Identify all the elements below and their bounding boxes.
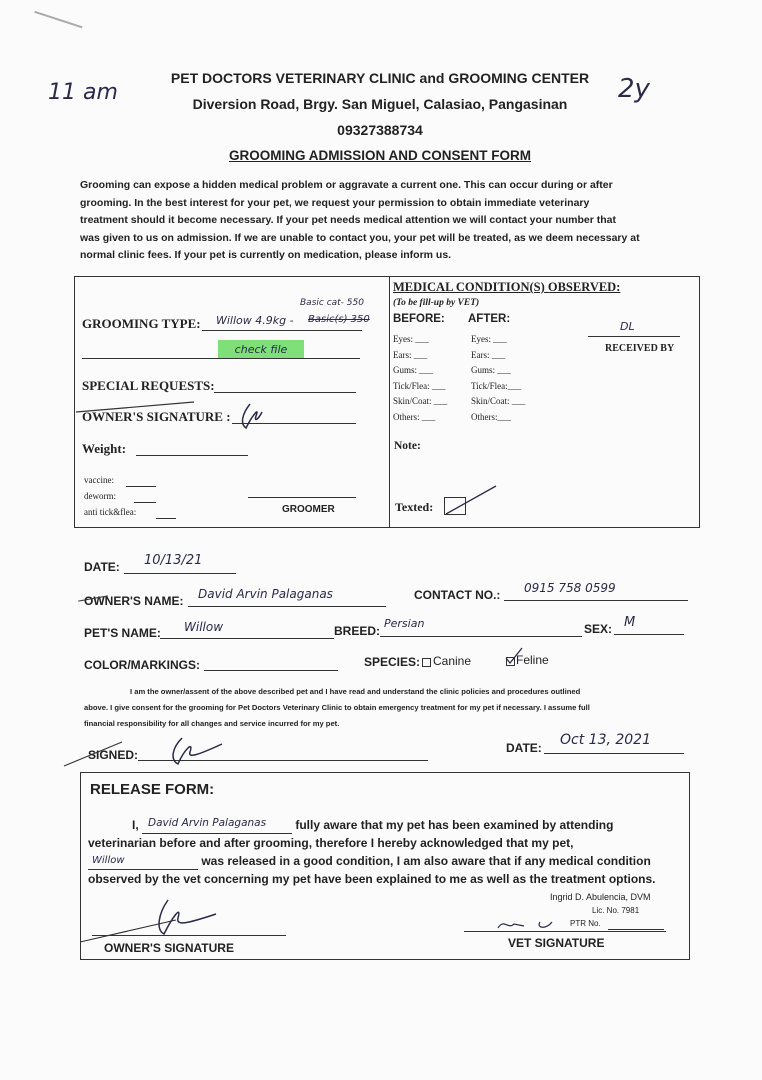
color-markings-line [204, 670, 338, 671]
before-item: Skin/Coat: ___ [393, 396, 448, 406]
vet-license-stamp: Lic. No. 7981 [592, 906, 640, 915]
staple-mark [28, 11, 83, 49]
weight-line [136, 455, 248, 456]
intro-line: normal clinic fees. If your pet is currently on medication, please inform us. [80, 249, 452, 261]
color-markings-label: COLOR/MARKINGS: [84, 658, 200, 672]
breed-label: BREED: [334, 624, 381, 638]
release-owner-signature-line [92, 935, 286, 936]
release-owner-signature-scribble [76, 890, 296, 946]
release-line-1-rest: fully aware that my pet has been examined by attending [295, 818, 614, 832]
date-label: DATE: [84, 560, 120, 574]
release-owner-name-line [142, 817, 292, 834]
anti-tick-label: anti tick&flea: [84, 507, 137, 517]
contact-line [504, 600, 688, 601]
vet-name-stamp: Ingrid D. Abulencia, DVM [550, 892, 651, 902]
grooming-type-struck: Basic(s) 350 [308, 314, 370, 325]
special-requests-label: SPECIAL REQUESTS: [82, 378, 215, 393]
intro-line: was given to us on admission. If we are unable to contact you, your pet will be treated, as we deem necessary at [80, 231, 640, 244]
special-requests-line [214, 392, 356, 393]
vet-ptr-line [608, 929, 664, 930]
after-list [471, 332, 525, 425]
sex-value: M [624, 615, 636, 630]
vet-signature-line [464, 931, 666, 932]
consent-line: above. I give consent for the grooming for Pet Doctors Veterinary Clinic to obtain emergency treatment for my pet if necessary. I assume full [84, 703, 590, 712]
medical-subtitle: (To be fill-up by VET) [393, 298, 480, 308]
grooming-type-line [202, 330, 362, 331]
after-item: Tick/Flea:___ [471, 380, 522, 391]
before-item: Eyes: ___ [393, 334, 429, 344]
release-i-label: I, [132, 818, 139, 832]
after-label: AFTER: [468, 313, 511, 325]
corner-note: 2y [618, 74, 650, 104]
date-value: 10/13/21 [144, 553, 203, 568]
consent-line: financial responsibility for all changes and service incurred for my pet. [84, 719, 340, 728]
weight-label: Weight: [82, 441, 127, 456]
vet-ptr-stamp: PTR No. [570, 919, 601, 928]
clinic-name: PET DOCTORS VETERINARY CLINIC and GROOMING CENTER [170, 70, 590, 86]
species-label: SPECIES: [364, 655, 421, 669]
pets-name-line [160, 638, 334, 639]
deworm-label: deworm: [84, 491, 116, 501]
time-note: 11 am [48, 80, 118, 105]
consent-line: I am the owner/assent of the above described pet and I have read and understand the clinic policies and procedures outlined [130, 687, 581, 696]
owners-name-label: OWNER'S NAME: [84, 594, 184, 608]
texted-label: Texted: [395, 500, 434, 514]
intro-line: Grooming can expose a hidden medical problem or aggravate a current one. This can occur during or after [80, 179, 613, 191]
vaccine-line [126, 486, 156, 487]
owners-name-line [188, 606, 386, 607]
owners-name-value: David Arvin Palaganas [198, 587, 333, 601]
vaccine-label: vaccine: [84, 475, 114, 485]
canine-label: Canine [433, 654, 472, 668]
sex-line [614, 634, 684, 635]
received-by-initials: DL [620, 320, 635, 333]
release-pet-name-line [88, 856, 198, 870]
release-paragraph [88, 816, 688, 888]
before-item: Tick/Flea: ___ [393, 380, 446, 391]
grooming-type-label: GROOMING TYPE: [82, 316, 201, 331]
release-owner-name: David Arvin Palaganas [148, 817, 267, 829]
signed-label: SIGNED: [88, 748, 139, 762]
clinic-address: Diversion Road, Brgy. San Miguel, Calasiao, Pangasinan [192, 96, 568, 112]
groomer-label: GROOMER [282, 504, 335, 515]
intro-line: treatment should it become necessary. If your pet needs medical attention we will contact your number that [80, 214, 617, 226]
release-line-4: observed by the vet concerning my pet have been explained to me as well as the treatment options. [88, 872, 656, 886]
vet-signature-label: VET SIGNATURE [508, 936, 605, 950]
medical-title: MEDICAL CONDITION(S) OBSERVED: [393, 280, 621, 294]
after-item: Ears: ___ [471, 349, 506, 360]
before-item: Others: ___ [393, 411, 436, 422]
before-label: BEFORE: [393, 313, 445, 325]
owner-signature-scribble [74, 398, 264, 432]
clinic-phone: 09327388734 [337, 122, 423, 138]
intro-line: grooming. In the best interest for your pet, we request your permission to obtain immediate veterinary [80, 196, 590, 209]
consent-date-value: Oct 13, 2021 [560, 732, 651, 748]
before-item: Gums: ___ [393, 365, 433, 375]
consent-date-label: DATE: [506, 741, 542, 755]
after-item: Gums: ___ [471, 365, 511, 375]
received-by-label: RECEIVED BY [605, 343, 675, 354]
release-pet-name: Willow [92, 855, 125, 866]
canine-checkbox[interactable] [422, 658, 431, 667]
after-item: Others:___ [471, 411, 511, 422]
feline-label: Feline [516, 653, 549, 667]
check-file-highlight: check file [218, 340, 304, 359]
after-item: Eyes: ___ [471, 334, 507, 344]
form-title: GROOMING ADMISSION AND CONSENT FORM [229, 148, 531, 163]
texted-check-mark [440, 482, 500, 518]
release-line-2: veterinarian before and after grooming, therefore I hereby acknowledged that my pet, [88, 836, 574, 850]
pets-name-label: PET'S NAME: [84, 626, 161, 640]
breed-line [380, 636, 582, 637]
groomer-line [248, 497, 356, 498]
release-line-1 [88, 816, 688, 834]
release-line-3 [88, 852, 688, 870]
signed-signature-scribble [62, 730, 242, 770]
deworm-line [134, 502, 156, 503]
owners-signature-label: OWNER'S SIGNATURE : [82, 409, 231, 424]
consent-paragraph [84, 684, 694, 732]
before-item: Ears: ___ [393, 349, 428, 360]
grooming-type-line-2 [82, 358, 360, 359]
note-label: Note: [394, 440, 421, 452]
before-list [393, 332, 447, 425]
anti-tick-line [156, 518, 176, 519]
release-line-3-rest: was released in a good condition, I am also aware that if any medical condition [201, 854, 651, 868]
pets-name-value: Willow [184, 620, 224, 634]
intro-paragraph [80, 177, 700, 265]
contact-label: CONTACT NO.: [414, 588, 501, 602]
after-item: Skin/Coat: ___ [471, 396, 526, 406]
contact-value: 0915 758 0599 [524, 581, 616, 595]
date-line [124, 573, 236, 574]
breed-value: Persian [384, 617, 425, 630]
grooming-type-note: Basic cat- 550 [300, 298, 364, 308]
box-divider [389, 276, 390, 528]
release-title: RELEASE FORM: [90, 781, 215, 798]
release-owner-signature-label: OWNER'S SIGNATURE [104, 941, 234, 955]
grooming-type-value: Willow 4.9kg - [216, 314, 294, 327]
consent-date-line [544, 753, 684, 754]
sex-label: SEX: [584, 622, 613, 636]
received-by-line [588, 336, 680, 337]
